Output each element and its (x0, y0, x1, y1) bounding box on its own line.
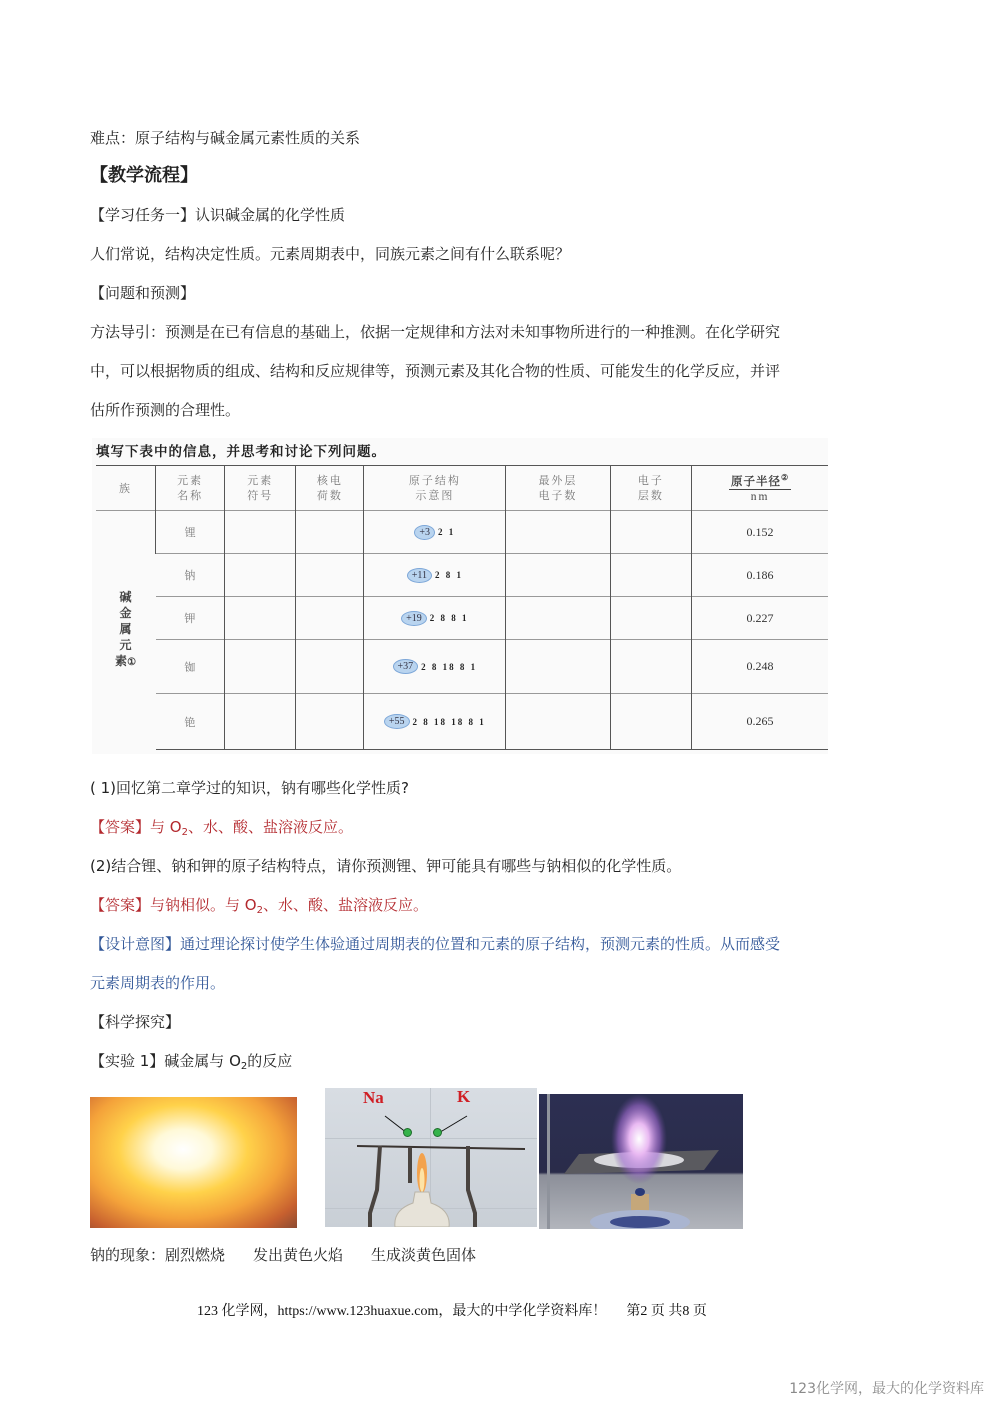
problem-heading: 【问题和预测】 (90, 284, 196, 302)
na-k-heating-apparatus-photo (325, 1088, 537, 1227)
section-heading: 【教学流程】 (90, 165, 198, 186)
header-atomic-structure: 原子结构 示意图 (364, 466, 506, 511)
atom-diagram: +37 2 8 18 8 1 (364, 640, 506, 694)
atomic-radius: 0.248 (692, 640, 828, 694)
header-atomic-radius: 原子半径② nm (692, 466, 828, 511)
page-number: 第2 页 共8 页 (626, 1304, 707, 1319)
table-row (96, 554, 828, 597)
design-intent-line-1: 【设计意图】通过理论探讨使学生体验通过周期表的位置和元素的原子结构，预测元素的性质。从而感受 (90, 935, 781, 953)
burner-drawing (539, 1094, 743, 1229)
element-symbol-cell (225, 597, 296, 640)
question-1: ( 1)回忆第二章学过的知识，钠有哪些化学性质? (90, 779, 409, 797)
table-row (96, 694, 828, 750)
observation-1: 钠的现象：剧烈燃烧 (90, 1246, 226, 1264)
nuclear-charge-cell (296, 597, 364, 640)
atom-diagram: +19 2 8 8 1 (364, 597, 506, 640)
observation-2: 发出黄色火焰 (253, 1246, 344, 1264)
atom-diagram: +11 2 8 1 (364, 554, 506, 597)
atomic-radius: 0.186 (692, 554, 828, 597)
shell-count-cell (610, 511, 691, 554)
element-name: 钾 (156, 597, 225, 640)
outer-electrons-cell (506, 554, 610, 597)
group-label: 碱 金 属 元 素① (96, 511, 156, 750)
science-heading: 【科学探究】 (90, 1013, 181, 1031)
table-row (96, 511, 828, 554)
method-line-2: 中，可以根据物质的组成、结构和反应规律等，预测元素及其化合物的性质、可能发生的化学反应，并评 (90, 362, 781, 380)
site-watermark: 123化学网，最大的化学资料库 (789, 1381, 984, 1397)
difficulty-text: 难点：原子结构与碱金属元素性质的关系 (90, 129, 361, 147)
nuclear-charge-cell (296, 511, 364, 554)
outer-electrons-cell (506, 597, 610, 640)
header-element-symbol: 元素 符号 (225, 466, 296, 511)
element-name: 钠 (156, 554, 225, 597)
task1-heading: 【学习任务一】认识碱金属的化学性质 (90, 206, 346, 224)
nuclear-charge-cell (296, 640, 364, 694)
experiment-1-heading: 【实验 1】碱金属与 $O_2$的反应 (90, 1052, 293, 1072)
intro-text: 人们常说，结构决定性质。元素周期表中，同族元素之间有什么联系呢？ (90, 245, 571, 263)
element-symbol-cell (225, 640, 296, 694)
shell-count-cell (610, 554, 691, 597)
nuclear-charge-cell (296, 694, 364, 750)
answer-2: 【答案】与钠相似。与 $O_2$、水、酸、盐溶液反应。 (90, 896, 428, 916)
outer-electrons-cell (506, 640, 610, 694)
k-sample-dot (433, 1128, 442, 1137)
nuclear-charge-cell (296, 554, 364, 597)
element-name: 铯 (156, 694, 225, 750)
header-element-name: 元素 名称 (156, 466, 225, 511)
element-name: 锂 (156, 511, 225, 554)
element-name: 铷 (156, 640, 225, 694)
label-k: K (457, 1088, 471, 1106)
observation-3: 生成淡黄色固体 (371, 1246, 477, 1264)
potassium-burning-photo (539, 1094, 743, 1229)
table-title: 填写下表中的信息，并思考和讨论下列问题。 (96, 444, 386, 460)
atomic-radius: 0.152 (692, 511, 828, 554)
outer-electrons-cell (506, 694, 610, 750)
shell-count-cell (610, 640, 691, 694)
label-na: Na (363, 1088, 384, 1107)
na-sample-dot (403, 1128, 412, 1137)
shell-count-cell (610, 694, 691, 750)
element-symbol-cell (225, 554, 296, 597)
alkali-metal-table-figure (92, 438, 828, 754)
header-outer-electrons: 最外层 电子数 (506, 466, 610, 511)
table-header-row (96, 466, 828, 511)
page-footer (197, 1300, 707, 1320)
atomic-radius: 0.265 (692, 694, 828, 750)
element-symbol-cell (225, 694, 296, 750)
sodium-burning-photo (90, 1097, 297, 1228)
answer-1: 【答案】与 $O_2$、水、酸、盐溶液反应。 (90, 818, 353, 838)
atom-diagram: +3 2 1 (364, 511, 506, 554)
shell-count-cell (610, 597, 691, 640)
sodium-observation (90, 1245, 476, 1265)
table-row (96, 640, 828, 694)
question-2: (2)结合锂、钠和钾的原子结构特点，请你预测锂、钾可能具有哪些与钠相似的化学性质。 (90, 857, 682, 875)
design-intent-line-2: 元素周期表的作用。 (90, 974, 226, 992)
header-group: 族 (96, 466, 156, 511)
atom-diagram: +55 2 8 18 18 8 1 (364, 694, 506, 750)
header-electron-shells: 电子 层数 (610, 466, 691, 511)
atomic-radius: 0.227 (692, 597, 828, 640)
footer-text: 123 化学网，https://www.123huaxue.com，最大的中学化学资料库！ (197, 1304, 607, 1319)
method-line-3: 估所作预测的合理性。 (90, 401, 241, 419)
header-nuclear-charge: 核电 荷数 (296, 466, 364, 511)
element-symbol-cell (225, 511, 296, 554)
table-row (96, 597, 828, 640)
method-line-1: 方法导引：预测是在已有信息的基础上，依据一定规律和方法对未知事物所进行的一种推测。在化学研究 (90, 323, 781, 341)
alkali-metal-table (96, 465, 828, 750)
outer-electrons-cell (506, 511, 610, 554)
apparatus-drawing (325, 1088, 537, 1227)
